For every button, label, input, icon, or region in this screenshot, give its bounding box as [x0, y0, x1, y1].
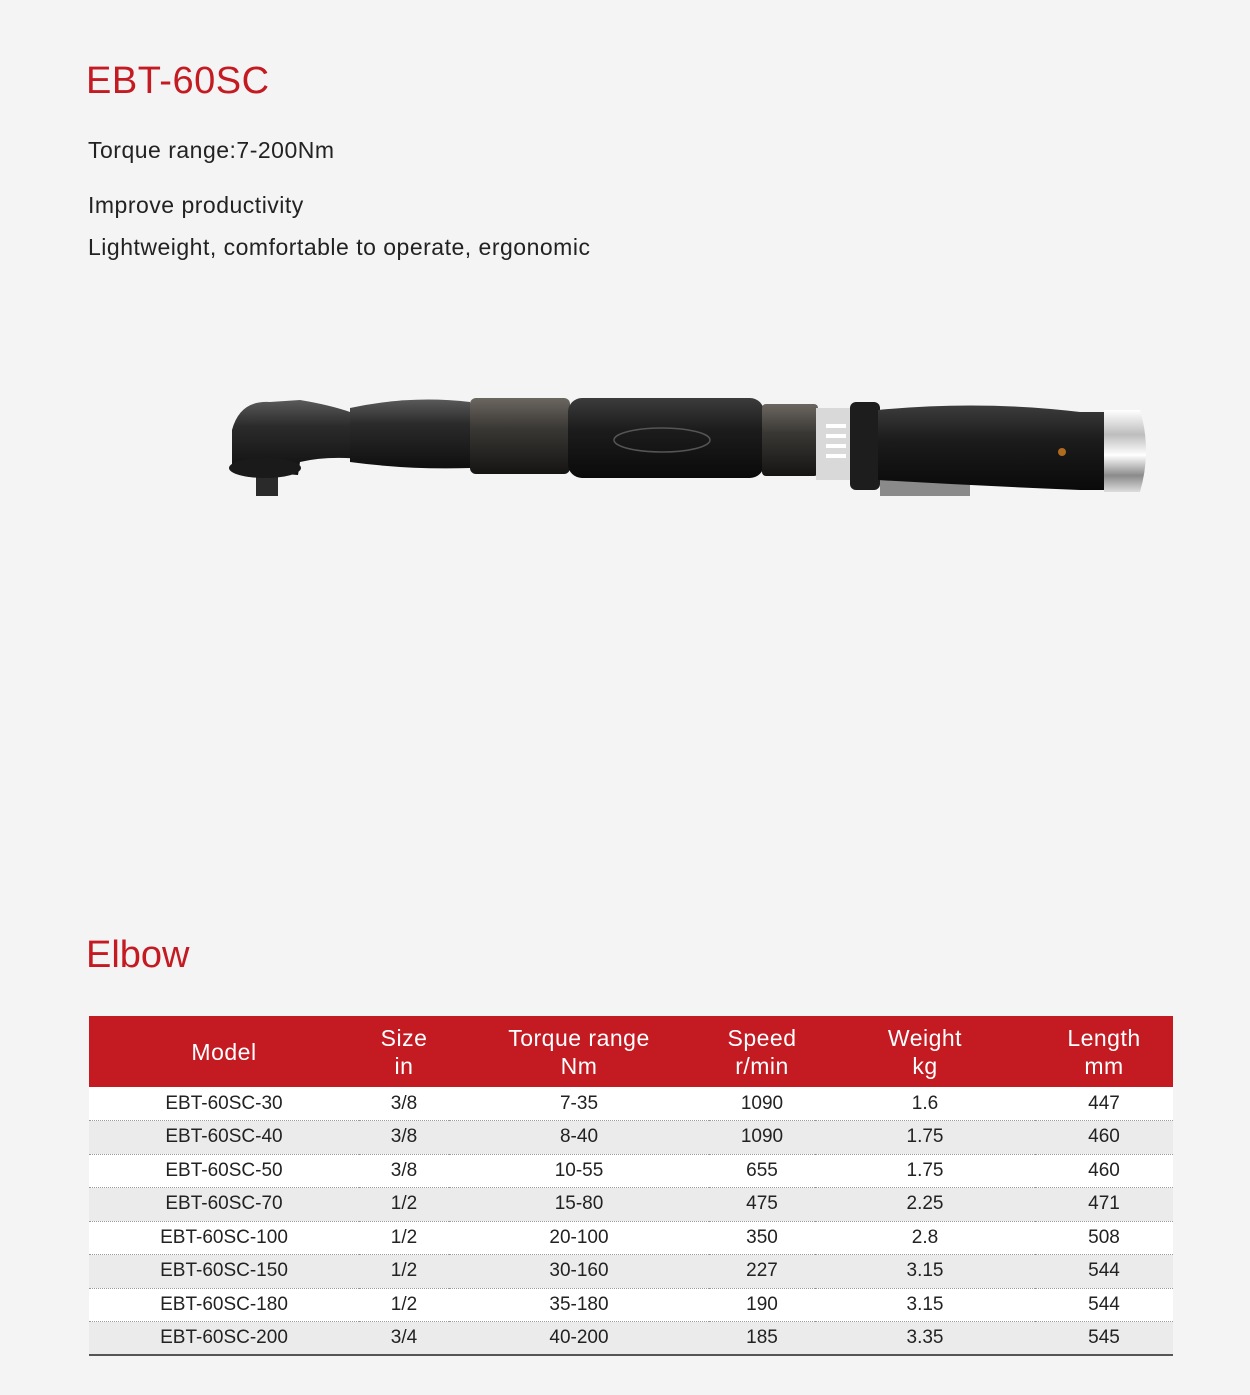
table-cell: EBT-60SC-70: [89, 1188, 359, 1222]
table-row: [89, 1221, 1173, 1255]
table-cell: 8-40: [449, 1121, 709, 1155]
table-header-row: [89, 1016, 1173, 1087]
table-cell: 3.15: [815, 1255, 1035, 1289]
header-weight: Weight kg: [887, 1024, 963, 1079]
table-row: [89, 1322, 1173, 1356]
table-cell: 350: [709, 1221, 815, 1255]
table-cell: 20-100: [449, 1221, 709, 1255]
table-row: [89, 1121, 1173, 1155]
table-cell: 10-55: [449, 1154, 709, 1188]
spec-table: [89, 1016, 1173, 1356]
table-cell: 1/2: [359, 1255, 449, 1289]
table-cell: 15-80: [449, 1188, 709, 1222]
table-cell: 655: [709, 1154, 815, 1188]
table-cell: 3/4: [390, 1327, 418, 1348]
table-cell: 3/8: [359, 1154, 449, 1188]
section-title: Elbow: [86, 934, 190, 976]
feature-ergonomic: Lightweight, comfortable to operate, ergonomic: [88, 234, 591, 260]
table-cell: 475: [709, 1188, 815, 1222]
table-row: [89, 1188, 1173, 1222]
table-cell: 471: [1035, 1188, 1173, 1222]
table-cell: 1.75: [815, 1154, 1035, 1188]
table-cell: EBT-60SC-30: [89, 1087, 359, 1121]
feature-productivity: Improve productivity: [88, 192, 304, 218]
header-model: Model: [191, 1038, 257, 1065]
table-cell: 30-160: [449, 1255, 709, 1289]
small-tool: [229, 398, 1146, 496]
small-nutrunner-image: [0, 0, 1250, 560]
header-size: Size in: [380, 1024, 428, 1079]
table-cell: 3.35: [906, 1327, 944, 1348]
table-cell: 190: [709, 1288, 815, 1322]
header-length: Length mm: [1067, 1024, 1141, 1079]
table-row: [89, 1288, 1173, 1322]
table-cell: 7-35: [449, 1087, 709, 1121]
table-row: [89, 1154, 1173, 1188]
table-cell: 1/2: [359, 1288, 449, 1322]
table-cell: 2.25: [815, 1188, 1035, 1222]
table-cell: 1/2: [359, 1188, 449, 1222]
table-cell: 3/8: [359, 1087, 449, 1121]
torque-range-text: Torque range:7-200Nm: [88, 137, 335, 163]
table-cell: 3.15: [815, 1288, 1035, 1322]
table-cell: 1/2: [359, 1221, 449, 1255]
table-cell: EBT-60SC-200: [160, 1327, 288, 1348]
table-cell: 1090: [709, 1121, 815, 1155]
table-cell: 35-180: [449, 1288, 709, 1322]
table-cell: 185: [746, 1327, 778, 1348]
table-cell: 3/8: [359, 1121, 449, 1155]
table-cell: 1.75: [815, 1121, 1035, 1155]
table-cell: 460: [1035, 1121, 1173, 1155]
table-cell: EBT-60SC-150: [89, 1255, 359, 1289]
page-title: EBT-60SC: [86, 60, 270, 102]
header-torque: Torque range Nm: [508, 1024, 650, 1079]
table-cell: 40-200: [549, 1327, 609, 1348]
table-row: [89, 1255, 1173, 1289]
table-cell: EBT-60SC-180: [89, 1288, 359, 1322]
table-cell: 1.6: [815, 1087, 1035, 1121]
table-cell: 2.8: [815, 1221, 1035, 1255]
table-cell: 545: [1088, 1327, 1120, 1348]
table-cell: EBT-60SC-50: [89, 1154, 359, 1188]
table-cell: EBT-60SC-40: [89, 1121, 359, 1155]
table-cell: 447: [1035, 1087, 1173, 1121]
table-cell: 544: [1035, 1288, 1173, 1322]
table-cell: 544: [1035, 1255, 1173, 1289]
table-cell: 1090: [709, 1087, 815, 1121]
table-row: [89, 1087, 1173, 1121]
table-cell: 508: [1035, 1221, 1173, 1255]
table-cell: 227: [709, 1255, 815, 1289]
table-cell: 460: [1035, 1154, 1173, 1188]
table-cell: EBT-60SC-100: [89, 1221, 359, 1255]
header-speed: Speed r/min: [727, 1024, 797, 1079]
